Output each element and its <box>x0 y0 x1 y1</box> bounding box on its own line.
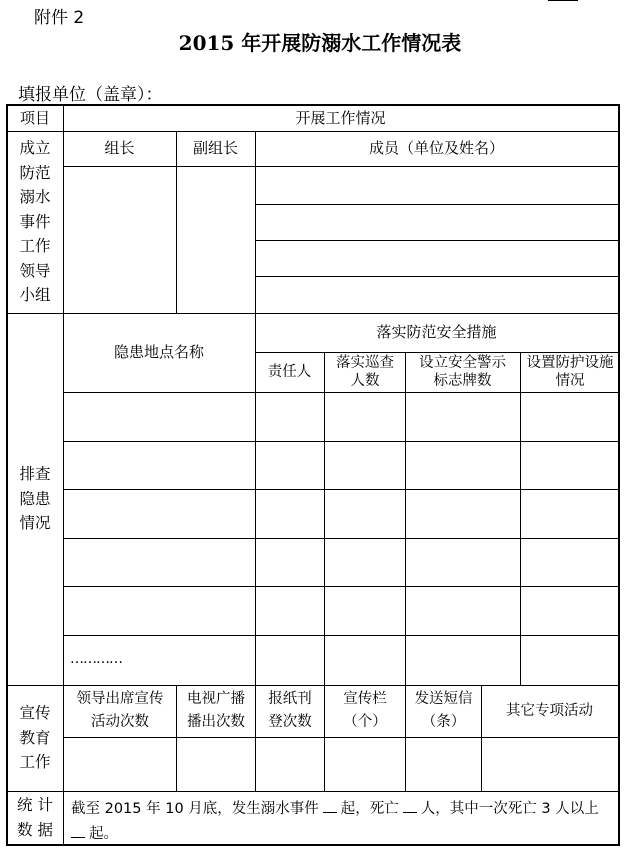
statistics-text: 截至 2015 年 10 月底，发生溺水事件 <box>71 801 319 817</box>
statistics-text-line-1 <box>71 797 599 818</box>
label-line: 成立 <box>19 139 51 158</box>
col-divider <box>324 352 325 685</box>
col-divider <box>176 685 177 791</box>
newspaper-header: 报纸刊登次数 <box>268 690 312 730</box>
hazard-section-label <box>7 313 63 685</box>
label-line: 统 计 <box>17 796 53 814</box>
blank-deaths[interactable] <box>403 812 417 813</box>
label-line: 领导 <box>19 261 51 280</box>
row-divider <box>63 166 619 167</box>
border-right <box>618 104 620 846</box>
label-line: 小组 <box>19 286 51 305</box>
leader-column-header: 组长 <box>104 139 135 158</box>
continuation-dots: ………… <box>70 651 122 668</box>
publicity-section-label <box>7 685 63 791</box>
row-divider <box>63 586 619 587</box>
safety-measures-header: 落实防范安全措施 <box>376 323 497 342</box>
leadership-section-label <box>7 131 63 313</box>
label-line: 宣传 <box>19 704 51 723</box>
statistics-text-line-2 <box>71 822 118 843</box>
protection-facilities-header: 设置防护设施情况 <box>526 354 614 389</box>
blank-incidents[interactable] <box>323 812 337 813</box>
attachment-label: 附件 2 <box>34 8 85 28</box>
col-divider <box>405 685 406 791</box>
label-line: 溺水 <box>19 188 51 207</box>
statistics-section-label <box>7 791 63 844</box>
row-divider <box>7 791 619 792</box>
row-divider <box>255 204 619 205</box>
row-divider <box>255 240 619 241</box>
col-divider <box>255 685 256 791</box>
row-divider <box>63 538 619 539</box>
deputy-column-header: 副组长 <box>192 139 238 158</box>
row-divider <box>63 737 619 738</box>
col-divider <box>405 352 406 685</box>
border-bottom <box>6 844 620 846</box>
sms-header: 发送短信（条） <box>414 690 473 730</box>
label-line: 工作 <box>19 753 51 772</box>
patrol-count-header: 落实巡查人数 <box>336 354 394 389</box>
item-header: 项目 <box>19 108 50 127</box>
label-line: 防范 <box>19 163 51 182</box>
tv-broadcast-header: 电视广播播出次数 <box>187 690 245 730</box>
filling-unit-label: 填报单位（盖章）： <box>18 85 163 105</box>
hazard-location-header: 隐患地点名称 <box>113 343 204 362</box>
label-line: 隐患 <box>19 489 51 508</box>
work-header: 开展工作情况 <box>295 108 386 127</box>
row-divider <box>63 635 619 636</box>
label-line: 工作 <box>19 237 51 256</box>
members-column-header: 成员（单位及姓名） <box>368 139 504 158</box>
row-divider <box>63 441 619 442</box>
row-divider <box>63 489 619 490</box>
page-title: 2015 年开展防溺水工作情况表 <box>178 31 462 55</box>
top-edge-line <box>548 0 578 1</box>
bulletin-board-header: 宣传栏（个） <box>343 690 387 730</box>
label-column-divider <box>63 105 64 845</box>
responsible-person-header: 责任人 <box>267 363 312 380</box>
label-line: 情况 <box>19 514 51 533</box>
row-divider <box>255 276 619 277</box>
row-divider <box>63 392 619 393</box>
label-line: 排查 <box>19 465 51 484</box>
blank-major-incidents[interactable] <box>71 837 85 838</box>
leader-events-header: 领导出席宣传活动次数 <box>76 690 164 730</box>
other-activities-header: 其它专项活动 <box>506 702 593 719</box>
col-divider <box>520 352 521 685</box>
label-line: 数 据 <box>17 820 53 839</box>
label-line: 事件 <box>19 212 51 231</box>
statistics-text: 人，其中一次死亡 3 人以上 <box>420 801 599 817</box>
warning-signs-header: 设立安全警示标志牌数 <box>419 354 506 389</box>
label-line: 教育 <box>19 728 51 747</box>
statistics-text: 起。 <box>89 826 118 842</box>
col-divider <box>324 685 325 791</box>
statistics-text: 起，死亡 <box>340 801 399 817</box>
